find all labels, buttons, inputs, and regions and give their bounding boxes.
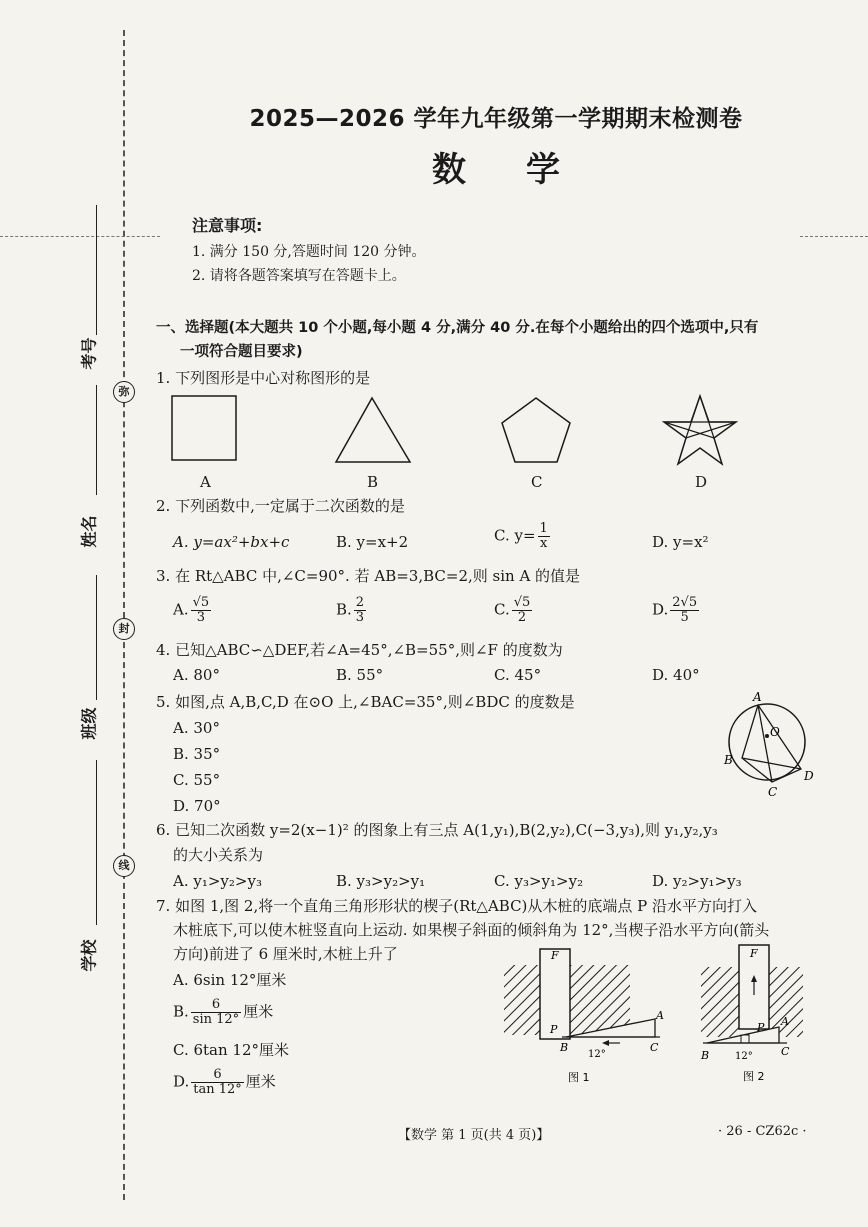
q1-label-d: D bbox=[695, 473, 708, 491]
q5-stem: 5. 如图,点 A,B,C,D 在⊙O 上,∠BAC=35°,则∠BDC 的度数是 bbox=[156, 693, 575, 711]
q3-option-b bbox=[336, 596, 368, 625]
q2-option-c bbox=[494, 522, 552, 551]
q5-circle-figure bbox=[720, 692, 830, 802]
q7-b-suffix: 厘米 bbox=[243, 1002, 274, 1021]
q6-option-a: A. y₁>y₂>y₃ bbox=[173, 872, 262, 890]
square-shape bbox=[172, 396, 236, 460]
q6-option-c: C. y₃>y₁>y₂ bbox=[494, 872, 584, 890]
q3-b-num: 2 bbox=[355, 595, 365, 610]
q4-option-a: A. 80° bbox=[173, 666, 220, 684]
fig1-label-a: A bbox=[656, 1009, 664, 1022]
q1-figures bbox=[150, 392, 750, 472]
exam-no-write-line bbox=[96, 205, 97, 335]
q3-d-den: 5 bbox=[680, 610, 689, 625]
q7-d-suffix: 厘米 bbox=[245, 1072, 276, 1091]
q1-stem: 1. 下列图形是中心对称图形的是 bbox=[156, 369, 371, 387]
q7-option-c: C. 6tan 12°厘米 bbox=[173, 1041, 290, 1059]
fig2-caption: 图 2 bbox=[743, 1070, 765, 1083]
q3-a-den: 3 bbox=[196, 610, 206, 625]
fig1-label-f: F bbox=[551, 949, 559, 962]
q3-a-prefix: A. bbox=[173, 600, 189, 619]
circle-o bbox=[729, 704, 805, 780]
fig1-angle: 12° bbox=[588, 1049, 606, 1060]
q2-option-d: D. y=x² bbox=[652, 533, 709, 551]
q7-option-d bbox=[173, 1068, 276, 1097]
class-label: 班级 bbox=[79, 707, 99, 740]
exam-title: 2025—2026 学年九年级第一学期期末检测卷 bbox=[249, 106, 743, 132]
q3-option-c bbox=[494, 596, 534, 625]
q3-c-den: 2 bbox=[517, 610, 527, 625]
q7-stem-line2: 木桩底下,可以使木桩竖直向上运动. 如果楔子斜面的倾斜角为 12°,当楔子沿水平方向(箭头 bbox=[173, 921, 770, 939]
fig1-caption: 图 1 bbox=[568, 1071, 590, 1084]
fig2-label-a: A bbox=[781, 1015, 789, 1028]
q2-c-numerator: 1 bbox=[539, 521, 548, 536]
q2-option-b: B. y=x+2 bbox=[336, 533, 409, 551]
q6-option-b: B. y₃>y₂>y₁ bbox=[336, 872, 426, 890]
q6-stem-cont: 的大小关系为 bbox=[173, 846, 264, 864]
q7-figure-1 bbox=[500, 945, 675, 1090]
q7-stem-line1: 7. 如图 1,图 2,将一个直角三角形形状的楔子(Rt△ABC)从木桩的底端点 P 沿水平方向打入 bbox=[156, 897, 758, 915]
q7-option-b bbox=[173, 998, 273, 1027]
binding-dashed-line bbox=[123, 30, 125, 1200]
q3-c-prefix: C. bbox=[494, 600, 510, 619]
fig2-label-b: B bbox=[701, 1049, 710, 1062]
notice-item-1: 1. 满分 150 分,答题时间 120 分钟。 bbox=[192, 244, 426, 260]
q3-d-prefix: D. bbox=[652, 600, 669, 619]
notice-heading: 注意事项: bbox=[192, 216, 263, 235]
fold-line-left bbox=[0, 236, 160, 237]
section1-heading: 一、选择题(本大题共 10 个小题,每小题 4 分,满分 40 分.在每个小题给出的四个选项中,只有 bbox=[156, 320, 759, 336]
q3-b-den: 3 bbox=[355, 610, 365, 625]
q3-b-prefix: B. bbox=[336, 600, 352, 619]
section1-heading-cont: 一项符合题目要求) bbox=[180, 344, 303, 360]
footer-page-info: 【数学 第 1 页(共 4 页)】 bbox=[398, 1128, 550, 1143]
q7-b-den: sin 12° bbox=[192, 1012, 240, 1027]
school-write-line bbox=[96, 760, 97, 925]
q2-option-a: A. y=ax²+bx+c bbox=[173, 533, 290, 551]
q7-d-num: 6 bbox=[191, 1068, 244, 1083]
ground-right bbox=[570, 965, 630, 1035]
label-d: D bbox=[804, 769, 814, 783]
school-label: 学校 bbox=[79, 939, 99, 972]
chord-bd bbox=[742, 758, 801, 769]
q4-option-b: B. 55° bbox=[336, 666, 384, 684]
seal-xian: 线 bbox=[113, 855, 135, 877]
class-write-line bbox=[96, 575, 97, 700]
footer-code: · 26 - CZ62c · bbox=[718, 1124, 807, 1139]
notice-item-2: 2. 请将各题答案填写在答题卡上。 bbox=[192, 268, 406, 284]
q1-label-c: C bbox=[531, 473, 543, 491]
star-outline bbox=[664, 396, 736, 464]
ground-left bbox=[701, 967, 739, 1037]
q7-d-prefix: D. bbox=[173, 1072, 190, 1091]
q7-d-den: tan 12° bbox=[193, 1082, 242, 1097]
q7-b-num: 6 bbox=[191, 998, 241, 1013]
ground-left bbox=[504, 965, 540, 1035]
center-point bbox=[765, 734, 769, 738]
star-inner-lines bbox=[664, 396, 736, 438]
q2-option-c-prefix: C. y= bbox=[494, 526, 536, 545]
seal-mi: 弥 bbox=[113, 381, 135, 403]
q7-figure-2 bbox=[695, 935, 825, 1090]
fig1-label-p: P bbox=[550, 1023, 558, 1036]
arrow-left-icon bbox=[602, 1040, 609, 1046]
q2-stem: 2. 下列函数中,一定属于二次函数的是 bbox=[156, 497, 405, 515]
name-label: 姓名 bbox=[79, 515, 99, 548]
q5-option-b: B. 35° bbox=[173, 745, 221, 763]
q1-label-b: B bbox=[367, 473, 379, 491]
fig1-label-c: C bbox=[650, 1041, 659, 1054]
pentagon-shape bbox=[502, 398, 570, 462]
q5-option-a: A. 30° bbox=[173, 719, 220, 737]
label-b: B bbox=[724, 753, 733, 767]
q4-option-c: C. 45° bbox=[494, 666, 542, 684]
q6-stem: 6. 已知二次函数 y=2(x−1)² 的图象上有三点 A(1,y₁),B(2,y₂),C(−3,y₃),则 y₁,y₂,y₃ bbox=[156, 821, 718, 839]
q4-stem: 4. 已知△ABC∽△DEF,若∠A=45°,∠B=55°,则∠F 的度数为 bbox=[156, 641, 563, 659]
fig1-label-b: B bbox=[560, 1041, 569, 1054]
label-a: A bbox=[753, 690, 762, 704]
name-write-line bbox=[96, 385, 97, 495]
fig2-label-c: C bbox=[781, 1045, 790, 1058]
seal-feng: 封 bbox=[113, 618, 135, 640]
q4-option-d: D. 40° bbox=[652, 666, 700, 684]
q3-option-d bbox=[652, 596, 701, 625]
label-o: O bbox=[770, 725, 780, 739]
q3-option-a bbox=[173, 596, 213, 625]
fig2-angle: 12° bbox=[735, 1051, 753, 1062]
q7-stem-line3: 方向)前进了 6 厘米时,木桩上升了 bbox=[173, 945, 398, 963]
q3-d-num: 2√5 bbox=[672, 595, 698, 610]
fig2-label-p: P bbox=[757, 1021, 765, 1034]
label-c: C bbox=[768, 785, 778, 799]
fig2-label-f: F bbox=[750, 947, 758, 960]
triangle-shape bbox=[336, 398, 410, 462]
fold-line-right bbox=[800, 236, 868, 237]
exam-no-label: 考号 bbox=[79, 337, 99, 370]
q5-option-d: D. 70° bbox=[173, 797, 221, 815]
q6-option-d: D. y₂>y₁>y₃ bbox=[652, 872, 742, 890]
q3-a-num: √5 bbox=[192, 595, 210, 610]
q3-stem: 3. 在 Rt△ABC 中,∠C=90°. 若 AB=3,BC=2,则 sin A 的值是 bbox=[156, 567, 581, 585]
q3-c-num: √5 bbox=[513, 595, 531, 610]
subject-title: 数学 bbox=[432, 150, 620, 190]
q7-b-prefix: B. bbox=[173, 1002, 189, 1021]
q2-c-denominator: x bbox=[540, 536, 548, 551]
q1-label-a: A bbox=[200, 473, 211, 491]
q7-option-a: A. 6sin 12°厘米 bbox=[173, 971, 287, 989]
q5-option-c: C. 55° bbox=[173, 771, 221, 789]
